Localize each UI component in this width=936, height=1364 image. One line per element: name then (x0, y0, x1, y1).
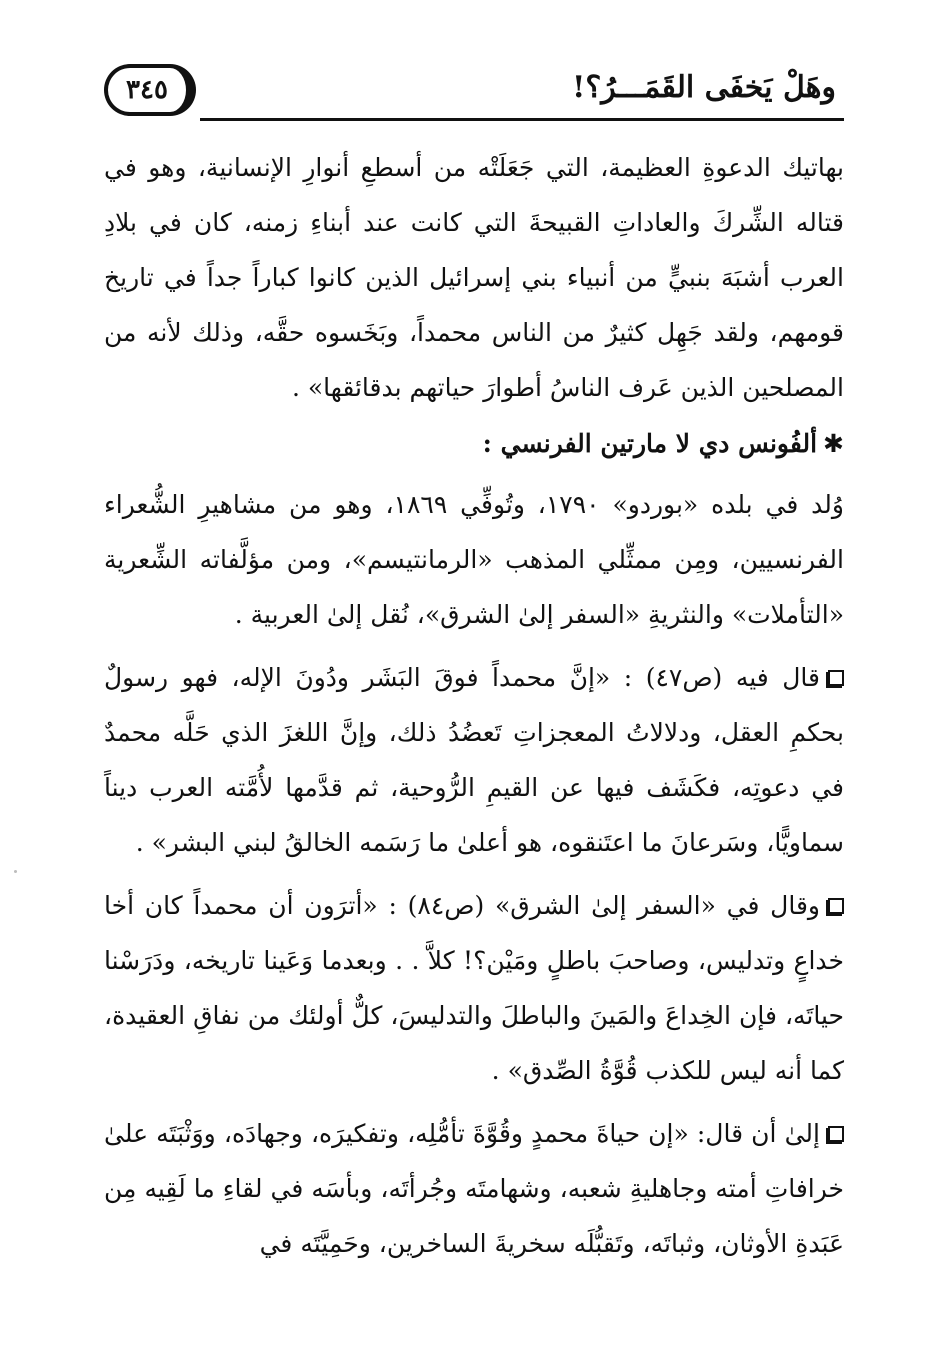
quote-2-text: وقال في «السفر إلىٰ الشرق» (ص٨٤) : «أترَون أن محمداً كان أخا خداعٍ وتدليس، وصاحبَ باطلٍ ومَيْن؟! كلاَّ . . وبعدما وَعَينا تاريخه، ودَرَسْنا حياتَه، فإن الخِداعَ والمَينَ والباطلَ والتدليسَ، كلٌّ أولئك من نفاقِ العقيدة، كما أنه ليس للكذب قُوَّةُ الصِّدق» . (104, 891, 844, 1085)
running-title: وهَلْ يَخفَى القَمَـــرُ؟! (572, 70, 836, 105)
quote-3-text: إلىٰ أن قال: «إن حياةَ محمدٍ وقُوَّةَ تأمُّلِه، وتفكيرَه، وجهادَه، ووَثْبَتَه علىٰ خرافاتِ أمته وجاهليةِ شعبه، وشهامتَه وجُرأتَه، وبأسَه في لقاءِ ما لَقِيه مِن عَبَدةِ الأوثان، وثباتَه، وتَقبُّلَه سخريةَ الساخرين، وحَمِيَّتَه في (104, 1119, 844, 1258)
square-bullet-icon (828, 1126, 844, 1142)
header-rule (200, 118, 844, 121)
paragraph-quote-3 (104, 1106, 844, 1271)
page-number-badge (104, 64, 196, 116)
paragraph-bio: وُلد في بلده «بوردو» ١٧٩٠، وتُوفِّي ١٨٦٩، وهو من مشاهيرِ الشُّعراء الفرنسيين، ومِن ممثِّلي المذهب «الرمانتيسم»، ومن مؤلَّفاته الشِّعرية «التأملات» والنثريةِ «السفر إلىٰ الشرق»، نُقل إلىٰ العربية . (104, 490, 844, 629)
square-bullet-icon (828, 670, 844, 686)
body-text (104, 140, 844, 1271)
page-header (104, 62, 844, 122)
paragraph-quote-2 (104, 878, 844, 1098)
page-number: ٣٤٥ (126, 75, 168, 105)
quote-1-text: قال فيه (ص٤٧) : «إنَّ محمداً فوقَ البَشَر ودُونَ الإله، فهو رسولٌ بحكمِ العقل، ودلالاتُ المعجزاتِ تَعضُدُ ذلك، وإنَّ اللغزَ الذي حَلَّه محمدٌ في دعوتِه، فكَشَف فيها عن القيمِ الرُّوحية، ثم قدَّمها لأُمَّته العرب ديناً سماويًّا، وسَرعانَ ما اعتَنقوه، هو أعلىٰ ما رَسَمه الخالقُ لبني البشر» . (104, 663, 844, 857)
paragraph-intro: بهاتيك الدعوةِ العظيمة، التي جَعَلَتْه من أسطعِ أنوارِ الإنسانية، وهو في قتاله الشِّركَ والعاداتِ القبيحةَ التي كانت عند أبناءِ زمنه، كان في بلادِ العرب أشبَهَ بنبيٍّ من أنبياء بني إسرائيل الذين كانوا كباراً جداً في تاريخ قومهم، ولقد جَهِل كثيرٌ من الناس محمداً، وبَخَسوه حقَّه، وذلك لأنه من المصلحين الذين عَرف الناسُ أطوارَ حياتهم بدقائقها» . (104, 153, 844, 402)
square-bullet-icon (828, 898, 844, 914)
section-heading (104, 419, 844, 469)
section-heading-text: ألفُونس دي لا مارتين الفرنسي : (482, 429, 818, 458)
asterisk-icon: ✱ (823, 429, 844, 458)
margin-speck (14, 870, 17, 873)
paragraph-quote-1 (104, 650, 844, 870)
